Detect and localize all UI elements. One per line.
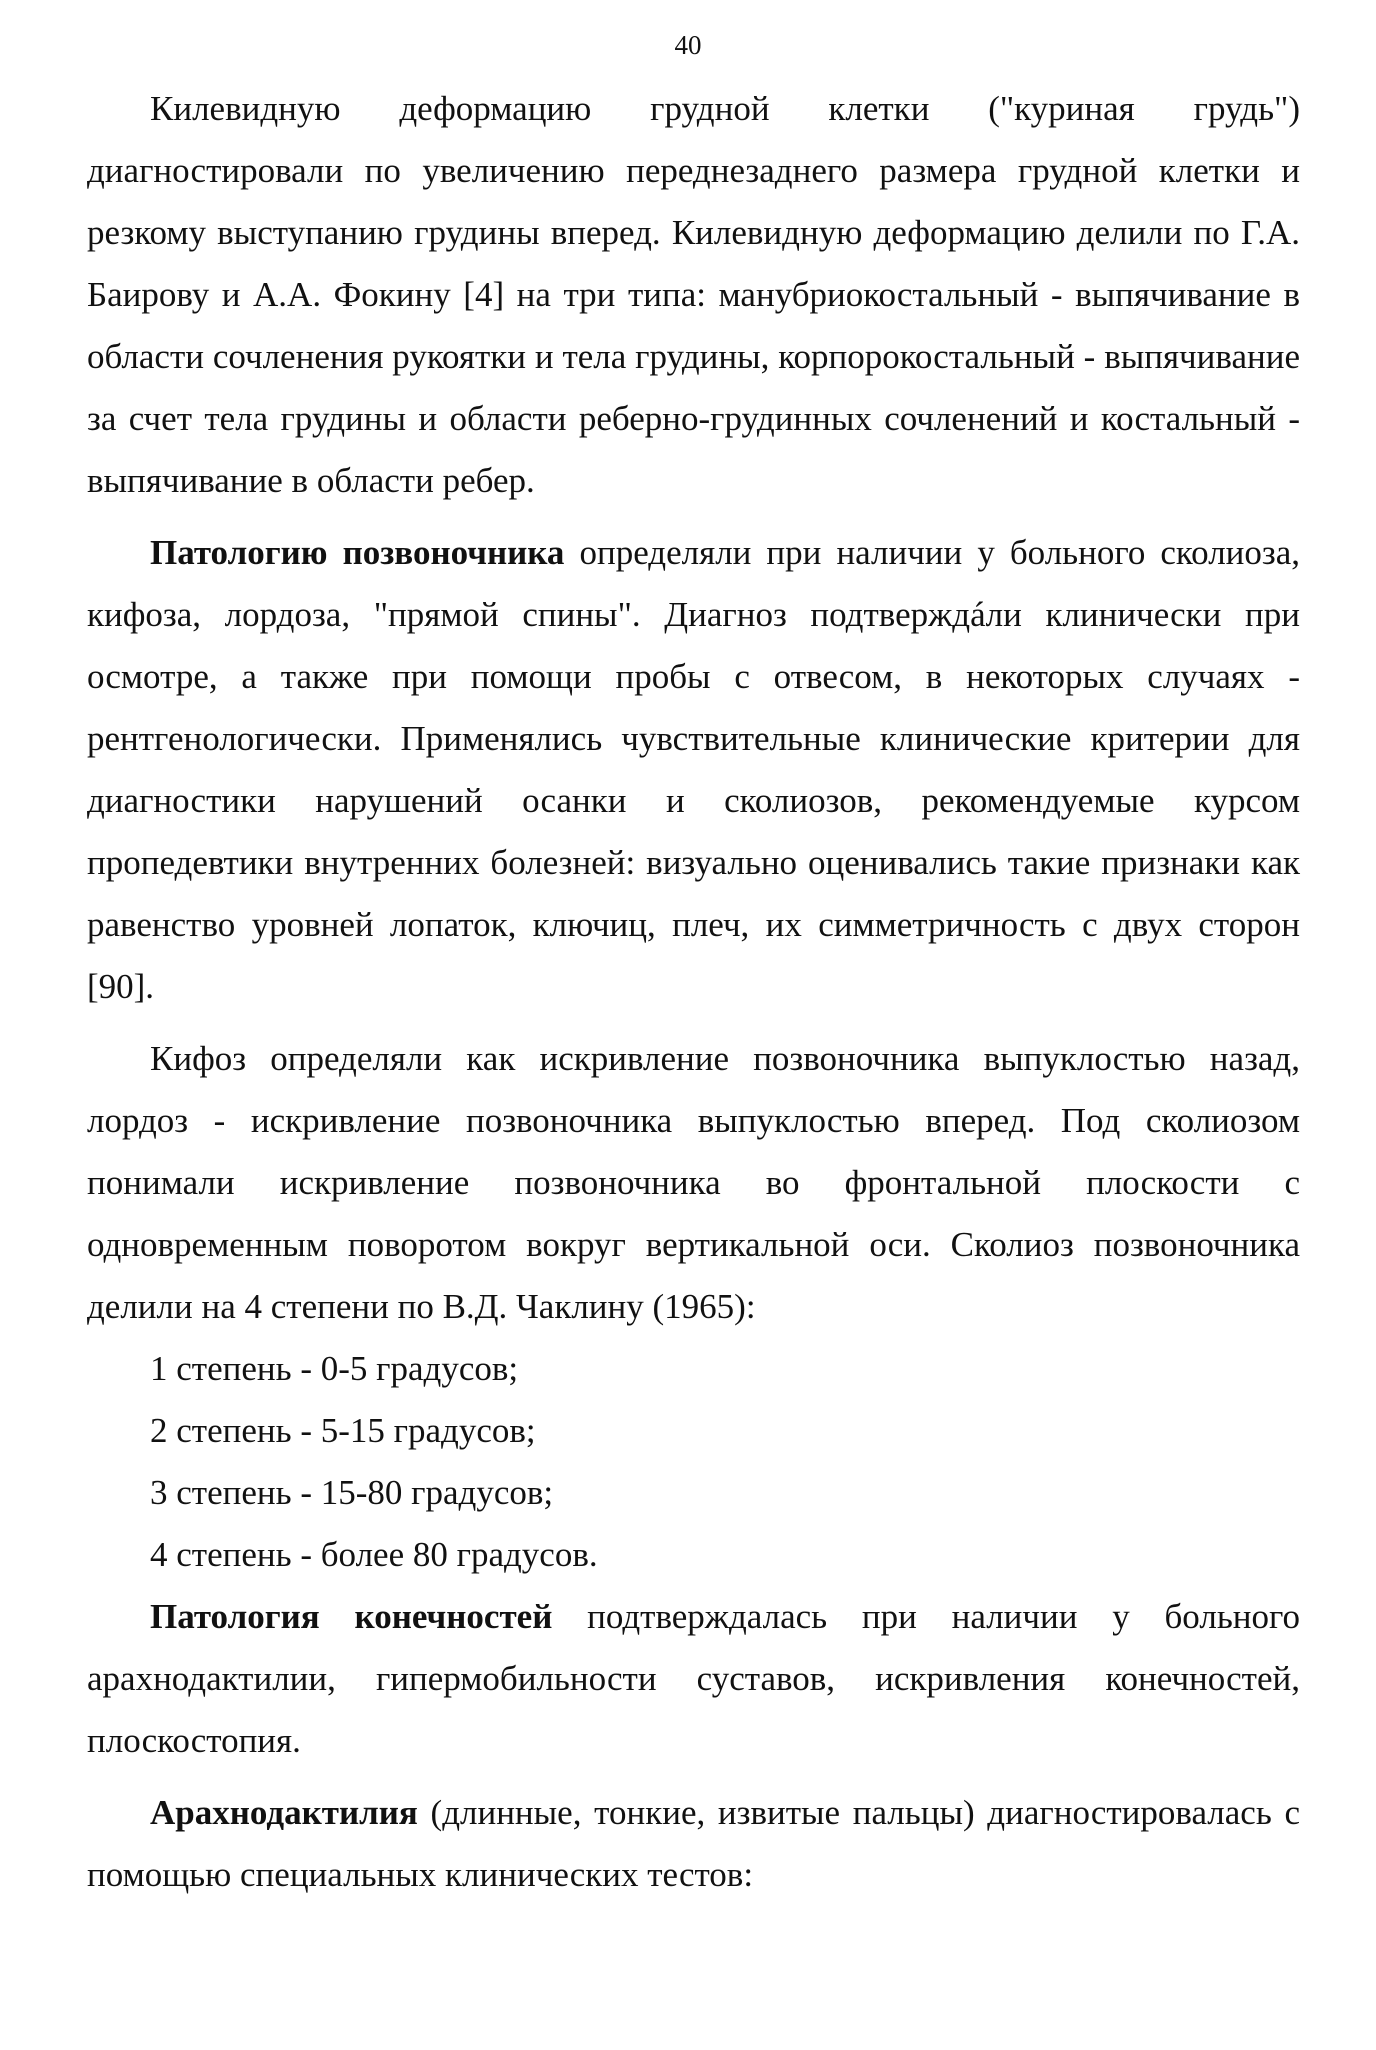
paragraph-spine-pathology bbox=[87, 522, 1300, 1018]
paragraph-limb-pathology bbox=[87, 1586, 1300, 1772]
list-item: 4 степень - более 80 градусов. bbox=[150, 1535, 598, 1574]
paragraph-spine-pathology-text: определяли при наличии у больного сколиоза, кифоза, лордоза, "прямой спины". Диагноз подтверждáли клинически при осмотре, а также при помощи пробы с отвесом, в некоторых случаях - рентгенологически. Применялись чувствительные клинические критерии для диагностики нарушений осанки и сколиозов, рекомендуемые курсом пропедевтики внутренних болезней: визуально оценивались такие признаки как равенство уровней лопаток, ключиц, плеч, их симметричность с двух сторон [90]. bbox=[87, 533, 1301, 1006]
paragraph-limb-pathology-text: подтверждалась при наличии у больного арахнодактилии, гипермобильности суставов, искривления конечностей, плоскостопия. bbox=[87, 1597, 1300, 1760]
list-item: 3 степень - 15-80 градусов; bbox=[150, 1473, 554, 1512]
term-arachnodactyly: Арахнодактилия bbox=[150, 1793, 418, 1832]
scoliosis-degree-list bbox=[87, 1338, 1300, 1586]
paragraph-keel-chest: Килевидную деформацию грудной клетки ("куриная грудь") диагностировали по увеличению переднезаднего размера грудной клетки и резкому выступанию грудины вперед. Килевидную деформацию делили по Г.А. Баирову и А.А. Фокину [4] на три типа: манубриокостальный - выпячивание в области сочленения рукоятки и тела грудины, корпорокостальный - выпячивание за счет тела грудины и области реберно-грудинных сочленений и костальный - выпячивание в области ребер. bbox=[87, 89, 1300, 500]
term-limb-pathology: Патология конечностей bbox=[150, 1597, 553, 1636]
page-number: 40 bbox=[674, 30, 702, 60]
term-spine-pathology: Патологию позвоночника bbox=[150, 533, 565, 572]
paragraph-arachnodactyly-text: (длинные, тонкие, извитые пальцы) диагностировалась с помощью специальных клинических тестов: bbox=[87, 1793, 1300, 1894]
paragraph-arachnodactyly bbox=[87, 1782, 1300, 1906]
list-item: 2 степень - 5-15 градусов; bbox=[150, 1411, 536, 1450]
document-body bbox=[87, 78, 1300, 1906]
paragraph-kyphosis-definition: Кифоз определяли как искривление позвоночника выпуклостью назад, лордоз - искривление позвоночника выпуклостью вперед. Под сколиозом понимали искривление позвоночника во фронтальной плоскости с одновременным поворотом вокруг вертикальной оси. Сколиоз позвоночника делили на 4 степени по В.Д. Чаклину (1965): bbox=[87, 1039, 1300, 1326]
list-item: 1 степень - 0-5 градусов; bbox=[150, 1349, 519, 1388]
